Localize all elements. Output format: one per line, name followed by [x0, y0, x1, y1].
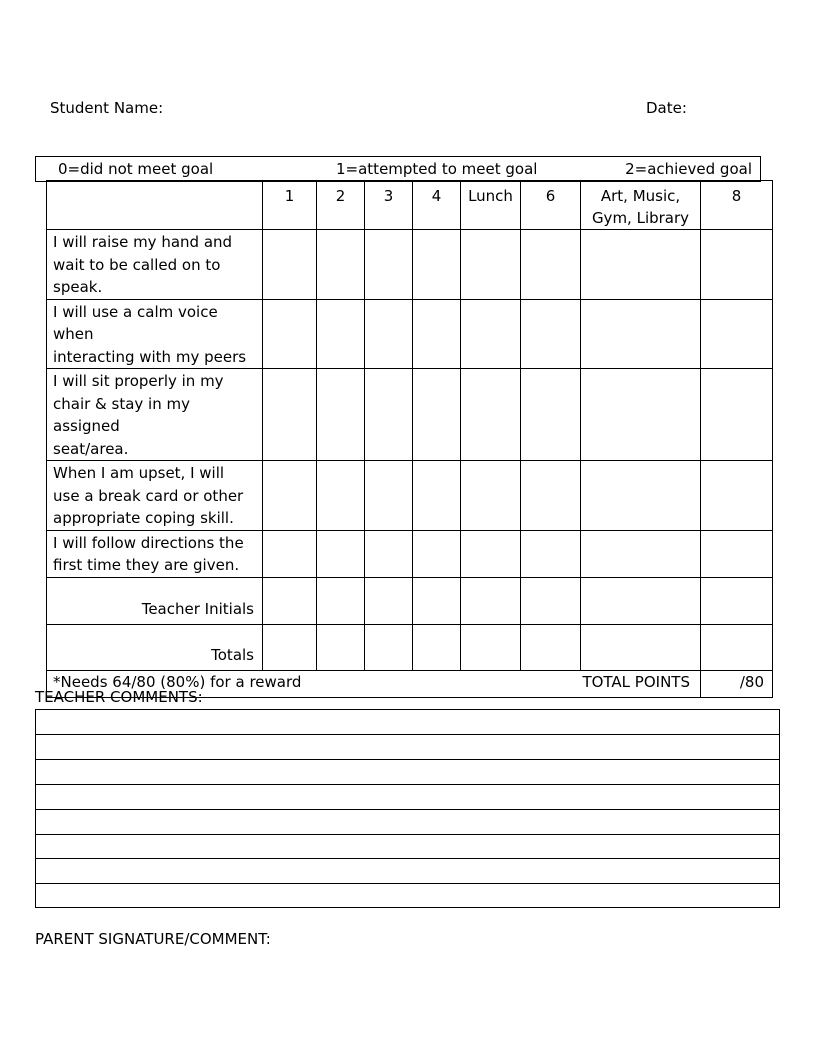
score-cell[interactable]	[581, 530, 701, 577]
score-cell[interactable]	[461, 369, 521, 461]
score-cell[interactable]	[263, 461, 317, 531]
score-cell[interactable]	[701, 461, 773, 531]
score-cell[interactable]	[263, 299, 317, 369]
initials-cell[interactable]	[365, 577, 413, 624]
initials-cell[interactable]	[263, 577, 317, 624]
legend-two: 2=achieved goal	[625, 160, 752, 178]
table-row	[47, 230, 773, 300]
comment-line	[36, 809, 779, 810]
score-cell[interactable]	[701, 530, 773, 577]
score-cell[interactable]	[413, 299, 461, 369]
comment-line	[36, 834, 779, 835]
score-cell[interactable]	[413, 369, 461, 461]
table-row	[47, 369, 773, 461]
score-cell[interactable]	[365, 530, 413, 577]
initials-cell[interactable]	[461, 577, 521, 624]
goal-text: I will raise my hand and wait to be called on to speak.	[47, 230, 263, 300]
teacher-initials-label: Teacher Initials	[47, 577, 263, 624]
score-cell[interactable]	[263, 369, 317, 461]
score-cell[interactable]	[521, 230, 581, 300]
date-label: Date:	[646, 99, 687, 117]
column-header: 4	[413, 181, 461, 230]
score-cell[interactable]	[521, 299, 581, 369]
score-cell[interactable]	[365, 461, 413, 531]
total-cell[interactable]	[365, 624, 413, 670]
score-cell[interactable]	[701, 230, 773, 300]
total-cell[interactable]	[413, 624, 461, 670]
comment-line	[36, 883, 779, 884]
column-header: 6	[521, 181, 581, 230]
total-points-label: TOTAL POINTS	[413, 670, 701, 697]
totals-label: Totals	[47, 624, 263, 670]
total-cell[interactable]	[521, 624, 581, 670]
score-cell[interactable]	[365, 230, 413, 300]
initials-cell[interactable]	[413, 577, 461, 624]
score-cell[interactable]	[581, 230, 701, 300]
total-cell[interactable]	[461, 624, 521, 670]
score-cell[interactable]	[581, 299, 701, 369]
score-cell[interactable]	[521, 530, 581, 577]
score-cell[interactable]	[413, 530, 461, 577]
legend-one: 1=attempted to meet goal	[336, 160, 538, 178]
total-cell[interactable]	[263, 624, 317, 670]
total-cell[interactable]	[581, 624, 701, 670]
goal-text: When I am upset, I will use a break card or other appropriate coping skill.	[47, 461, 263, 531]
score-cell[interactable]	[581, 461, 701, 531]
total-cell[interactable]	[701, 624, 773, 670]
initials-cell[interactable]	[317, 577, 365, 624]
comment-line	[36, 734, 779, 735]
comment-line	[36, 858, 779, 859]
teacher-comments-area[interactable]	[35, 709, 780, 908]
reward-note: *Needs 64/80 (80%) for a reward	[47, 670, 413, 697]
score-cell[interactable]	[521, 369, 581, 461]
total-points-score[interactable]: /80	[701, 670, 773, 697]
score-cell[interactable]	[317, 530, 365, 577]
score-cell[interactable]	[317, 299, 365, 369]
score-cell[interactable]	[317, 461, 365, 531]
student-name-label: Student Name:	[50, 99, 164, 117]
score-cell[interactable]	[365, 299, 413, 369]
parent-signature-label: PARENT SIGNATURE/COMMENT:	[35, 930, 271, 948]
goal-tracking-table	[46, 180, 773, 698]
table-row	[47, 299, 773, 369]
column-header: 2	[317, 181, 365, 230]
table-row	[47, 461, 773, 531]
column-header: 1	[263, 181, 317, 230]
score-cell[interactable]	[521, 461, 581, 531]
goal-header-cell	[47, 181, 263, 230]
total-cell[interactable]	[317, 624, 365, 670]
comment-line	[36, 784, 779, 785]
legend-zero: 0=did not meet goal	[58, 160, 214, 178]
score-cell[interactable]	[461, 230, 521, 300]
score-cell[interactable]	[701, 299, 773, 369]
initials-cell[interactable]	[521, 577, 581, 624]
goal-text: I will use a calm voice when interacting with my peers	[47, 299, 263, 369]
score-cell[interactable]	[701, 369, 773, 461]
score-cell[interactable]	[461, 299, 521, 369]
score-cell[interactable]	[263, 530, 317, 577]
score-cell[interactable]	[461, 530, 521, 577]
score-cell[interactable]	[263, 230, 317, 300]
column-header: Art, Music, Gym, Library	[581, 181, 701, 230]
score-cell[interactable]	[581, 369, 701, 461]
column-header: 3	[365, 181, 413, 230]
teacher-initials-row	[47, 577, 773, 624]
scoring-legend	[35, 156, 761, 182]
score-cell[interactable]	[365, 369, 413, 461]
goal-text: I will sit properly in my chair & stay in my assigned seat/area.	[47, 369, 263, 461]
goal-text: I will follow directions the first time they are given.	[47, 530, 263, 577]
score-cell[interactable]	[413, 461, 461, 531]
header-row	[47, 181, 773, 230]
totals-row	[47, 624, 773, 670]
score-cell[interactable]	[317, 369, 365, 461]
score-cell[interactable]	[317, 230, 365, 300]
comment-line	[36, 759, 779, 760]
column-header: 8	[701, 181, 773, 230]
score-cell[interactable]	[413, 230, 461, 300]
table-row	[47, 530, 773, 577]
teacher-comments-label: TEACHER COMMENTS:	[35, 688, 203, 706]
column-header: Lunch	[461, 181, 521, 230]
initials-cell[interactable]	[581, 577, 701, 624]
score-cell[interactable]	[461, 461, 521, 531]
initials-cell[interactable]	[701, 577, 773, 624]
